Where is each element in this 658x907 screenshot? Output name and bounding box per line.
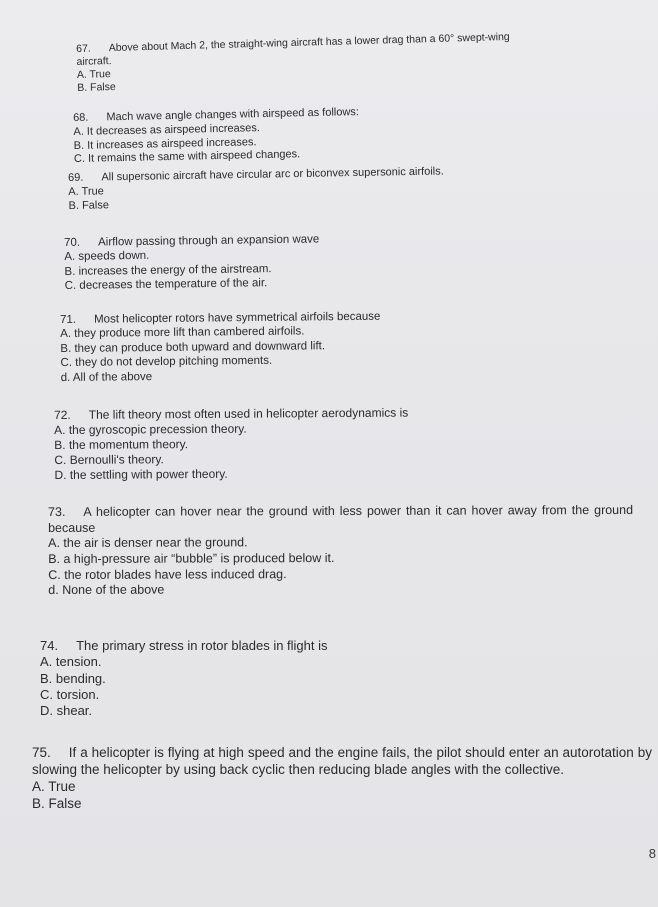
question-text: Airflow passing through an expansion wave: [98, 233, 320, 249]
question-text: Mach wave angle changes with airspeed as follows:: [106, 106, 360, 124]
answer-option: A. speeds down.: [64, 250, 150, 264]
question-text: A helicopter can hover near the ground with less power than it can hover away from the ground because: [48, 502, 634, 535]
question-stem: [32, 745, 652, 779]
answer-option: A. True: [32, 778, 76, 794]
question-67: [76, 31, 511, 96]
question-text: The lift theory most often used in helicopter aerodynamics is: [88, 405, 409, 422]
question-text: Above about Mach 2, the straight-wing aircraft has a lower drag than a 60° swept-wing: [108, 30, 510, 55]
answer-option: A. tension.: [40, 654, 102, 670]
answer-option: B. increases the energy of the airstream.: [64, 262, 272, 278]
question-stem: [48, 503, 633, 536]
question-number: 68.: [73, 111, 89, 124]
answer-option: B. False: [32, 795, 82, 811]
answer-option: B. False: [68, 198, 110, 212]
question-number: 75.: [32, 745, 51, 760]
answer-option: B. False: [77, 81, 116, 95]
question-text-continued: aircraft.: [76, 55, 112, 69]
answer-option: A. It decreases as airspeed increases.: [73, 121, 260, 138]
answer-option: C. It remains the same with airspeed changes.: [73, 148, 301, 166]
answer-option: C. torsion.: [40, 686, 100, 702]
answer-option: A. the air is denser near the ground.: [48, 535, 248, 551]
question-number: 70.: [64, 236, 81, 249]
question-72: [54, 406, 409, 483]
question-stem: [40, 638, 328, 654]
question-number: 72.: [54, 407, 71, 422]
question-text: Most helicopter rotors have symmetrical airfoils because: [94, 310, 381, 326]
answer-option: D. the settling with power theory.: [54, 466, 228, 482]
answer-option: C. Bernoulli's theory.: [54, 452, 164, 467]
page-number: 8: [648, 846, 656, 861]
answer-option: A. they produce more lift than cambered airfoils.: [60, 325, 305, 341]
answer-option: B. the momentum theory.: [54, 437, 189, 452]
answer-option: B. It increases as airspeed increases.: [73, 135, 257, 152]
answer-option: A. the gyroscopic precession theory.: [54, 421, 247, 437]
answer-option: d. None of the above: [48, 582, 165, 598]
answer-option: B. a high-pressure air “bubble” is produced below it.: [48, 550, 335, 566]
question-68: [73, 106, 360, 167]
question-stem: [54, 406, 408, 423]
question-number: 74.: [40, 638, 59, 653]
question-number: 71.: [60, 313, 77, 326]
question-75: [32, 745, 652, 813]
question-70: [64, 232, 320, 293]
question-number: 73.: [48, 504, 66, 519]
question-number: 67.: [76, 42, 91, 55]
answer-option: B. they can produce both upward and downward lift.: [60, 339, 326, 355]
answer-option: A. True: [68, 185, 104, 198]
question-69: [68, 165, 444, 213]
answer-option: B. bending.: [40, 670, 106, 686]
question-text: The primary stress in rotor blades in flight is: [76, 638, 328, 653]
answer-option: C. the rotor blades have less induced drag.: [48, 566, 287, 582]
answer-option: A. True: [76, 68, 111, 82]
answer-option: C. decreases the temperature of the air.: [64, 277, 268, 293]
answer-option: C. they do not develop pitching moments.: [60, 354, 273, 370]
question-73: [48, 503, 633, 599]
question-text: All supersonic aircraft have circular arc or biconvex supersonic airfoils.: [101, 165, 444, 184]
question-text: If a helicopter is flying at high speed and the engine fails, the pilot should enter an autorotation by slowing the helicopter by using back cyclic then reducing blade angles with the collective.: [32, 745, 652, 777]
answer-option: d. All of the above: [60, 370, 153, 384]
question-number: 69.: [68, 171, 84, 184]
answer-option: D. shear.: [40, 703, 93, 718]
question-71: [60, 310, 381, 385]
question-74: [40, 638, 328, 719]
